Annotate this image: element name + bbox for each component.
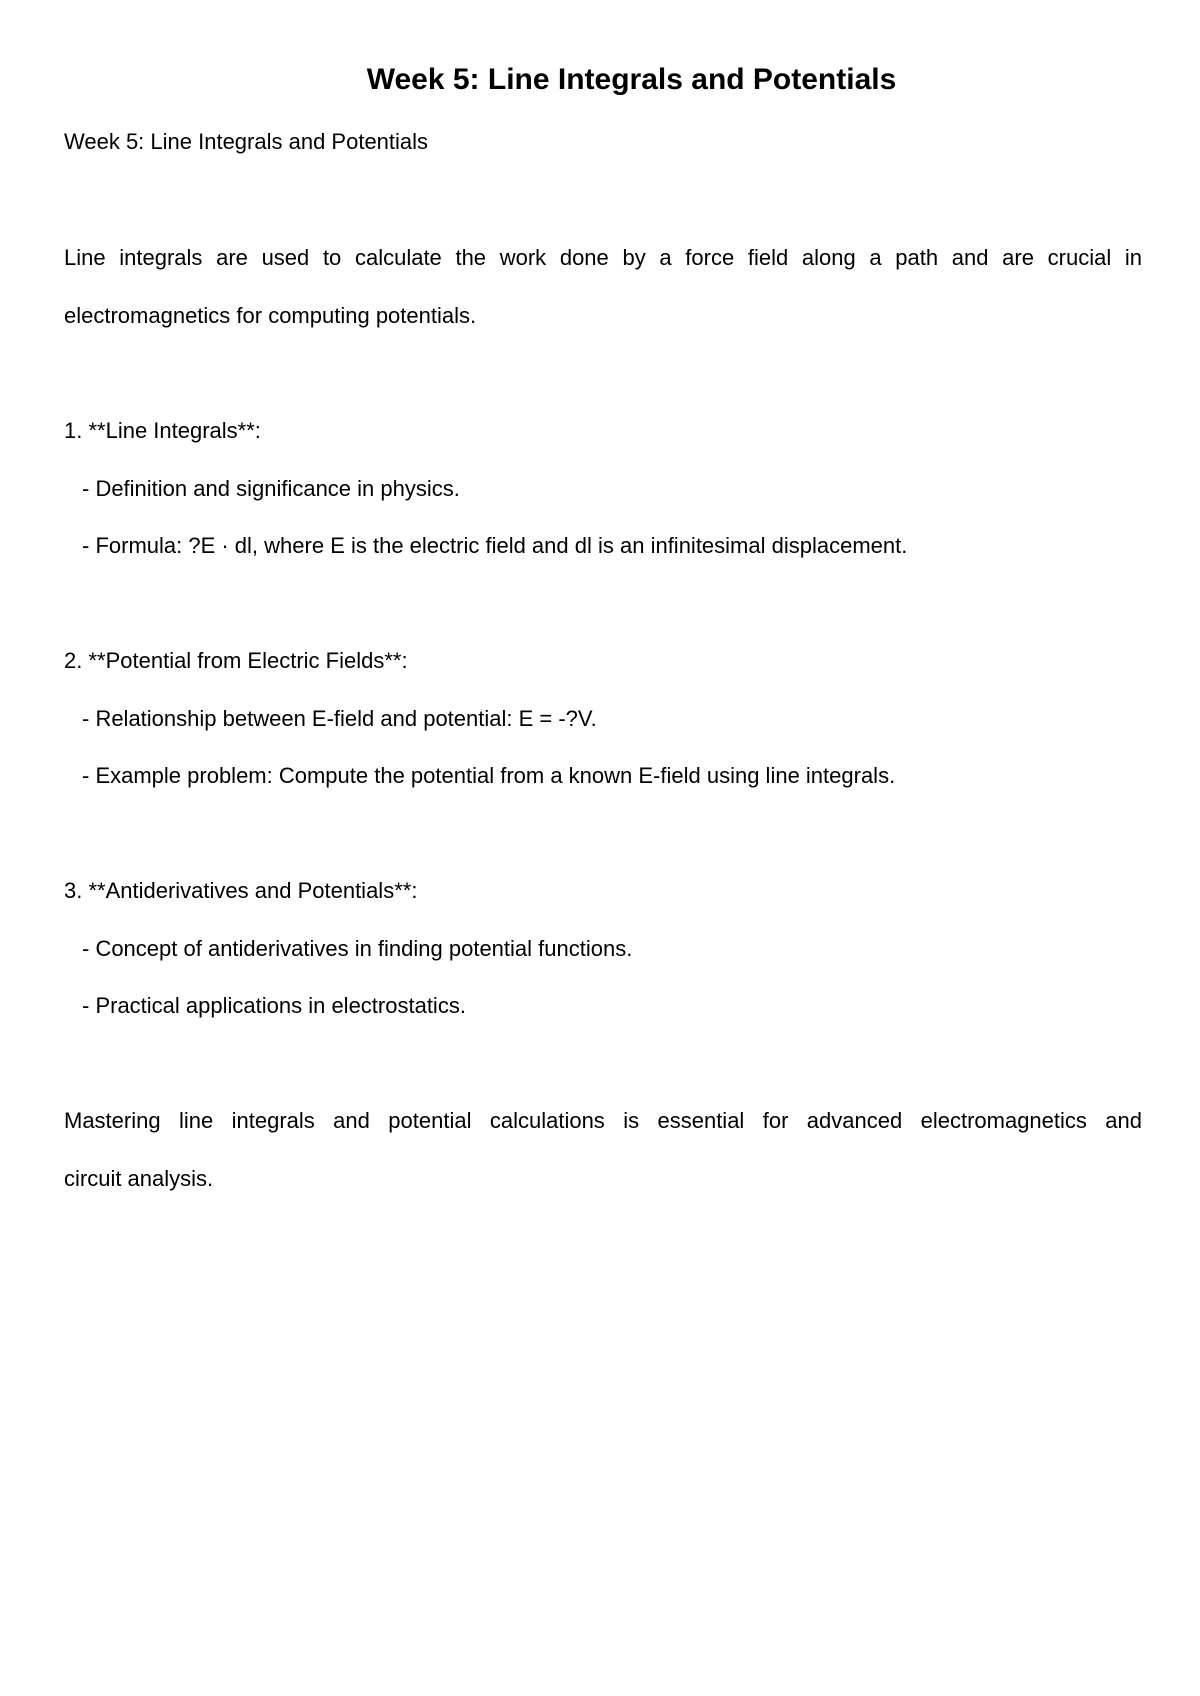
conclusion-line-1: Mastering line integrals and potential calculations is essential for advanced electromagnetics and xyxy=(64,1108,1142,1133)
list-item: - Relationship between E-field and potential: E = -?V. xyxy=(82,706,597,731)
section-heading-antiderivatives: 3. **Antiderivatives and Potentials**: xyxy=(64,878,418,903)
intro-line-1: Line integrals are used to calculate the work done by a force field along a path and are crucial in xyxy=(64,245,1142,270)
intro-line-2: electromagnetics for computing potentials. xyxy=(64,303,477,328)
document-subtitle: Week 5: Line Integrals and Potentials xyxy=(64,129,429,154)
list-item: - Practical applications in electrostatics. xyxy=(82,993,466,1018)
section-heading-line-integrals: 1. **Line Integrals**: xyxy=(64,418,261,443)
section-heading-potential: 2. **Potential from Electric Fields**: xyxy=(64,648,408,673)
conclusion-line-2: circuit analysis. xyxy=(64,1166,214,1191)
list-item: - Definition and significance in physics. xyxy=(82,476,460,501)
list-item: - Example problem: Compute the potential from a known E-field using line integrals. xyxy=(82,763,896,788)
list-item: - Formula: ?E · dl, where E is the electric field and dl is an infinitesimal displacement. xyxy=(82,533,908,558)
document-title: Week 5: Line Integrals and Potentials xyxy=(366,63,897,96)
list-item: - Concept of antiderivatives in finding potential functions. xyxy=(82,936,633,961)
